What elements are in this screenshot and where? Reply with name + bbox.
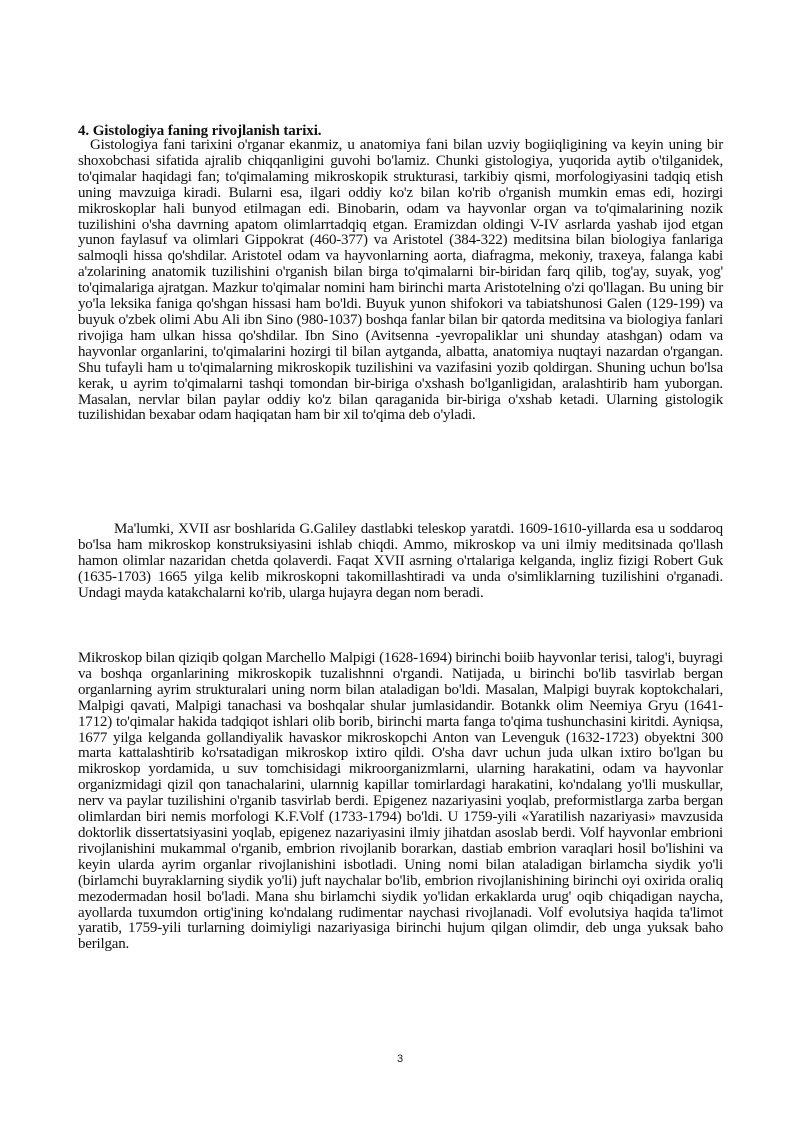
paragraph-microscope-origins: Ma'lumki, XVII asr boshlarida G.Galiley dastlabki teleskop yaratdi. 1609-1610-yillarda esa u soddaroq bo'lsa ham mikroskop konstruksiyasini ishlab chiqdi. Ammo, mikroskop va uni ilmiy meditsinada qo'llash hamon olimlar nazaridan chetda qolaverdi. Faqat XVII asrning o'rtalariga kelganda, ingliz fizigi Robert Guk (1635-1703) 1665 yilga kelib mikroskopni takomillashtiradi va unda o'simliklarning tuzilishini o'rganadi. Undagi mayda katakchalarni ko'rib, ularga hujayra degan nom beradi. [78, 521, 723, 601]
section-heading: 4. Gistologiya faning rivojlanish tarixi. [78, 123, 322, 139]
paragraph-histology-history: Gistologiya fani tarixini o'rganar ekanmiz, u anatomiya fani bilan uzviy bogiiqligining va keyin uning bir shoxobchasi sifatida ajralib chiqqanligini guvohi bo'lamiz. Chunki gistologiya, yuqorida aytib o'tilganidek, to'qimalar haqidagi fan; to'qimalaming mikroskopik strukturasi, tarkibiy qismi, morfologiyasini tadqiq etish uning mavzuiga kiradi. Bularni esa, ilgari oddiy ko'z bilan ko'rib o'rganish mumkin emas edi, hozirgi mikroskoplar hali bunyod etilmagan edi. Binobarin, odam va hayvonlar organ va to'qimalarining nozik tuzilishini o'sha davrning apatom olimlarrtadqiq etgan. Eramizdan oldingi V-IV asrlarda yashab ijod etgan yunon faylasuf va olimlari Gippokrat (460-377) va Aristotel (384-322) meditsina bilan biologiya fanlariga salmoqli hissa qo'shdilar. Aristotel odam va hayvonlarning aorta, diafragma, mekoniy, traxeya, falanga kabi a'zolarining anatomik tuzilishini o'rganish bilan birga to'qimalarni bir-biridan farq qilib, tog'ay, suyak, yog' to'qimalariga ajratgan. Mazkur to'qimalar nomini ham birinchi marta Aristotelning o'zi qo'llagan. Bu uning bir yo'la leksika faniga qo'shgan hissasi ham bo'ldi. Buyuk yunon shifokori va tabiatshunosi Galen (129-199) va buyuk o'zbek olimi Abu Ali ibn Sino (980-1037) boshqa fanlar bilan bir qatorda meditsina va biologiya fanlari rivojiga ham ulkan hissa qo'shdilar. Ibn Sino (Avitsenna -yevropaliklar uni shunday atashgan) odam va hayvonlar organlarini, to'qimalarini hozirgi til bilan aytganda, albatta, anatomiya nuqtayi nazardan o'rgangan. Shu tufayli ham u to'qimalarning mikroskopik tuzilishini va vazifasini yozib qoldirgan. Shuning uchun bo'lsa kerak, u ayrim to'qimalarni tashqi tomondan bir-biriga o'xshash bo'lganligidan, aralashtirib ham yuborgan. Masalan, nervlar bilan paylar oddiy ko'z bilan qaraganida bir-biriga o'xshab ketadi. Ularning gistologik tuzilishidan bexabar odam haqiqatan ham bir xil to'qima deb o'yladi. [78, 137, 723, 424]
page-number: 3 [396, 1053, 404, 1065]
paragraph-malpighi-wolff: Mikroskop bilan qiziqib qolgan Marchello Malpigi (1628-1694) birinchi boiib hayvonlar terisi, talog'i, buyragi va boshqa organlarining mikroskopik tuzalishnni o'rgandi. Natijada, u birinchi bo'lib tasvirlab bergan organlarning ayrim strukturalari uning norm bilan ataladigan bo'ldi. Masalan, Malpigi buyrak koptokchalari, Malpigi qavati, Malpigi tanachasi va boshqalar shular jumlasidandir. Botankk olim Neemiya Gryu (1641-1712) to'qimalar hakida tadqiqot ishlari olib borib, birinchi marta fanga to'qima tushunchasini kiritdi. Ayniqsa, 1677 yilga kelganda gollandiyalik havaskor mikroskopchi Anton van Levenguk (1632-1723) obyektni 300 marta kattalashtirib ko'rsatadigan mikroskop ixtiro qildi. O'sha davr uchun juda ulkan ixtiro bo'lgan bu mikroskop yordamida, u suv tomchisidagi mikroorganizmlarni, ularning harakatini, odam va hayvonlar organizmidagi qizil qon tanachalarini, ularnnig kapillar tomirlardagi harakatini, ko'ndalang yo'lli muskullar, nerv va paylar tuzilishini o'rganib tasvirlab berdi. Epigenez nazariyasini yoqlab, preformistlarga zarba bergan olimlardan biri nemis morfologi K.F.Volf (1733-1794) bo'ldi. U 1759-yili «Yaratilish nazariyasi» mavzusida doktorlik dissertatsiyasini yoqlab, epigenez nazariyasini ilmiy jihatdan asoslab berdi. Volf hayvonlar embrioni rivojlanishini mukammal o'rganib, embrion rivojlanib borarkan, dastiab embrion varaqlari hosil bo'lishini va keyin ularda ayrim organlar rivojlanishini isbotladi. Uning nomi bilan ataladigan birlamcha siydik yo'li (birlamchi buyraklarning siydik yo'li) juft naychalar bo'lib, embrion rivojlanishining birinchi oyi oxirida oraliq mezodermadan hosil bo'ladi. Mana shu birlamchi siydik yo'lidan erkaklarda urug' oqib chiqadigan naycha, ayollarda tuxumdon ortig'ining ko'ndalang rudimentar naychasi rivojlanadi. Volf evolutsiya haqida ta'limot yaratib, 1759-yili turlarning doimiyligi nazariyasiga birinchi hujum qilgan olimdir, deb unga yuksak baho berilgan. [78, 650, 723, 953]
